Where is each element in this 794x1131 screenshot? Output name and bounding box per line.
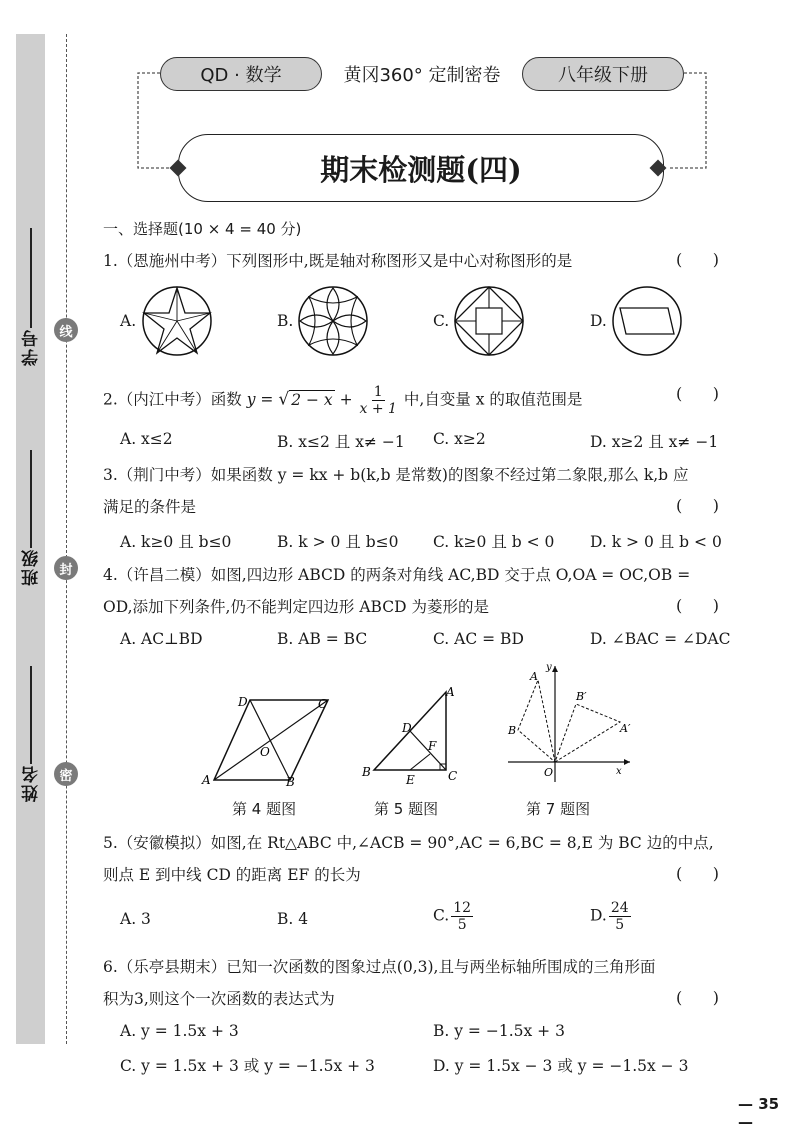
q5-option-c-den: 5 — [457, 917, 467, 933]
q2-option-a[interactable]: A. x≤2 — [120, 430, 173, 448]
q1-figure-parallelogram — [610, 284, 684, 358]
q4-stem-line1: 4.（许昌二模）如图,四边形 ABCD 的两条对角线 AC,BD 交于点 O,OA = OC,OB = — [103, 566, 691, 584]
cut-badge-seal: 封 — [54, 556, 78, 580]
fig7-caption: 第 7 题图 — [526, 800, 591, 818]
fig5-label-b: B — [362, 765, 371, 779]
q5-option-c-fraction — [451, 900, 473, 933]
q2-fraction — [360, 384, 397, 417]
q3-stem-line2: 满足的条件是 — [103, 498, 197, 516]
q1-stem: 1.（恩施州中考）下列图形中,既是轴对称图形又是中心对称图形的是 — [103, 252, 573, 270]
q2-stem-prefix: 2.（内江中考）函数 — [103, 390, 242, 409]
fig7-label-b-prime: B′ — [576, 690, 587, 703]
q3-stem-line1: 3.（荆门中考）如果函数 y = kx + b(k,b 是常数)的图象不经过第二象限,那么 k,b 应 — [103, 466, 689, 484]
student-id-label: 学号 — [21, 328, 42, 366]
q1-figure-square — [452, 284, 526, 358]
fig5-caption: 第 5 题图 — [374, 800, 439, 818]
fig7-diagram — [500, 660, 640, 788]
student-id-field[interactable] — [18, 228, 44, 366]
q5-option-c-letter: C. — [433, 906, 450, 925]
q1-figure-star — [140, 284, 214, 358]
fig5-label-d: D — [402, 721, 412, 735]
name-field[interactable] — [18, 666, 44, 802]
fig7-label-b: B — [508, 724, 517, 737]
fig5-label-c: C — [448, 769, 458, 783]
q6-option-a[interactable]: A. y = 1.5x + 3 — [120, 1022, 239, 1040]
fig4-label-c: C — [318, 697, 328, 711]
cut-badge-line: 线 — [54, 318, 78, 342]
q4-option-d[interactable]: D. ∠BAC = ∠DAC — [590, 630, 731, 648]
q6-stem-line1: 6.（乐亭县期末）已知一次函数的图象过点(0,3),且与两坐标轴所围成的三角形面 — [103, 958, 656, 976]
q6-option-b[interactable]: B. y = −1.5x + 3 — [433, 1022, 565, 1040]
q6-answer-paren[interactable]: ( ) — [676, 988, 719, 1007]
q2-frac-num: 1 — [373, 384, 383, 400]
subject-pill: QD · 数学 — [160, 57, 322, 91]
q3-option-c[interactable]: C. k≥0 且 b < 0 — [433, 533, 555, 551]
fig7-label-a-prime: A′ — [620, 722, 631, 735]
q3-answer-paren[interactable]: ( ) — [676, 496, 719, 515]
q5-option-c[interactable] — [433, 900, 475, 933]
q3-option-d[interactable]: D. k > 0 且 b < 0 — [590, 533, 722, 551]
page-number: — 35 — — [738, 1095, 780, 1131]
q4-option-c[interactable]: C. AC = BD — [433, 630, 524, 648]
q1-figure-flower — [296, 284, 370, 358]
name-label: 姓名 — [21, 764, 42, 802]
q1-answer-paren[interactable]: ( ) — [676, 250, 719, 269]
fig4-label-o: O — [260, 745, 270, 759]
q6-stem-line2: 积为3,则这个一次函数的表达式为 — [103, 990, 335, 1008]
q4-stem-line2: OD,添加下列条件,仍不能判定四边形 ABCD 为菱形的是 — [103, 598, 489, 616]
q5-option-d-fraction — [609, 900, 631, 933]
cut-badge-secret: 密 — [54, 762, 78, 786]
q5-option-d-den: 5 — [615, 917, 625, 933]
name-line — [30, 666, 31, 764]
q2-stem-suffix: 中,自变量 x 的取值范围是 — [403, 390, 583, 409]
fig4-label-b: B — [286, 775, 295, 788]
q5-option-d-num: 24 — [610, 900, 629, 916]
q4-option-b[interactable]: B. AB = BC — [277, 630, 368, 648]
fig5-diagram — [360, 684, 470, 788]
fig5-label-e: E — [406, 773, 415, 787]
q2-sqrt-icon: √ — [278, 389, 290, 410]
q4-option-a[interactable]: A. AC⊥BD — [120, 630, 203, 648]
class-label: 班级 — [21, 548, 42, 586]
class-line — [30, 450, 31, 548]
fig7-label-x: x — [616, 766, 622, 777]
section-heading: 一、选择题(10 × 4 = 40 分) — [103, 220, 302, 238]
q1-option-d[interactable]: D. — [590, 312, 607, 330]
q5-stem-line2: 则点 E 到中线 CD 的距离 EF 的长为 — [103, 866, 361, 884]
q2-frac-den: x + 1 — [359, 401, 397, 417]
fig5-label-a: A — [446, 685, 455, 699]
q3-option-a[interactable]: A. k≥0 且 b≤0 — [120, 533, 232, 551]
q1-option-c[interactable]: C. — [433, 312, 450, 330]
q6-option-d[interactable]: D. y = 1.5x − 3 或 y = −1.5x − 3 — [433, 1057, 689, 1075]
q5-option-d[interactable] — [590, 900, 633, 933]
q2-answer-paren[interactable]: ( ) — [676, 384, 719, 403]
fig4-caption: 第 4 题图 — [232, 800, 297, 818]
q2-stem — [103, 384, 582, 417]
series-text: 黄冈360° 定制密卷 — [343, 65, 501, 86]
q5-option-b[interactable]: B. 4 — [277, 910, 309, 928]
q2-func-y: y = — [246, 390, 274, 409]
q4-answer-paren[interactable]: ( ) — [676, 596, 719, 615]
fig7-label-o: O — [544, 766, 554, 779]
fig4-label-a: A — [202, 773, 211, 787]
q2-sqrt-body: 2 − x — [291, 390, 333, 409]
fig5-label-f: F — [428, 739, 437, 753]
fig4-diagram — [200, 688, 340, 788]
grade-pill: 八年级下册 — [522, 57, 684, 91]
q5-option-c-num: 12 — [453, 900, 472, 916]
q6-option-c[interactable]: C. y = 1.5x + 3 或 y = −1.5x + 3 — [120, 1057, 375, 1075]
q5-answer-paren[interactable]: ( ) — [676, 864, 719, 883]
page-title: 期末检测题(四) — [178, 134, 664, 202]
q2-option-b[interactable]: B. x≤2 且 x≠ −1 — [277, 433, 405, 451]
q2-plus: + — [339, 390, 353, 409]
fig7-label-y: y — [546, 662, 552, 673]
q5-stem-line1: 5.（安徽模拟）如图,在 Rt△ABC 中,∠ACB = 90°,AC = 6,BC = 8,E 为 BC 边的中点, — [103, 834, 714, 852]
q1-option-a[interactable]: A. — [120, 312, 137, 330]
q1-option-b[interactable]: B. — [277, 312, 294, 330]
fig7-label-a: A — [530, 670, 538, 683]
fig4-label-d: D — [238, 695, 248, 709]
q5-option-a[interactable]: A. 3 — [120, 910, 151, 928]
q2-option-d[interactable]: D. x≥2 且 x≠ −1 — [590, 433, 719, 451]
class-field[interactable] — [18, 450, 44, 586]
q2-option-c[interactable]: C. x≥2 — [433, 430, 486, 448]
student-id-line — [30, 228, 31, 328]
q3-option-b[interactable]: B. k > 0 且 b≤0 — [277, 533, 399, 551]
q5-option-d-letter: D. — [590, 906, 607, 925]
